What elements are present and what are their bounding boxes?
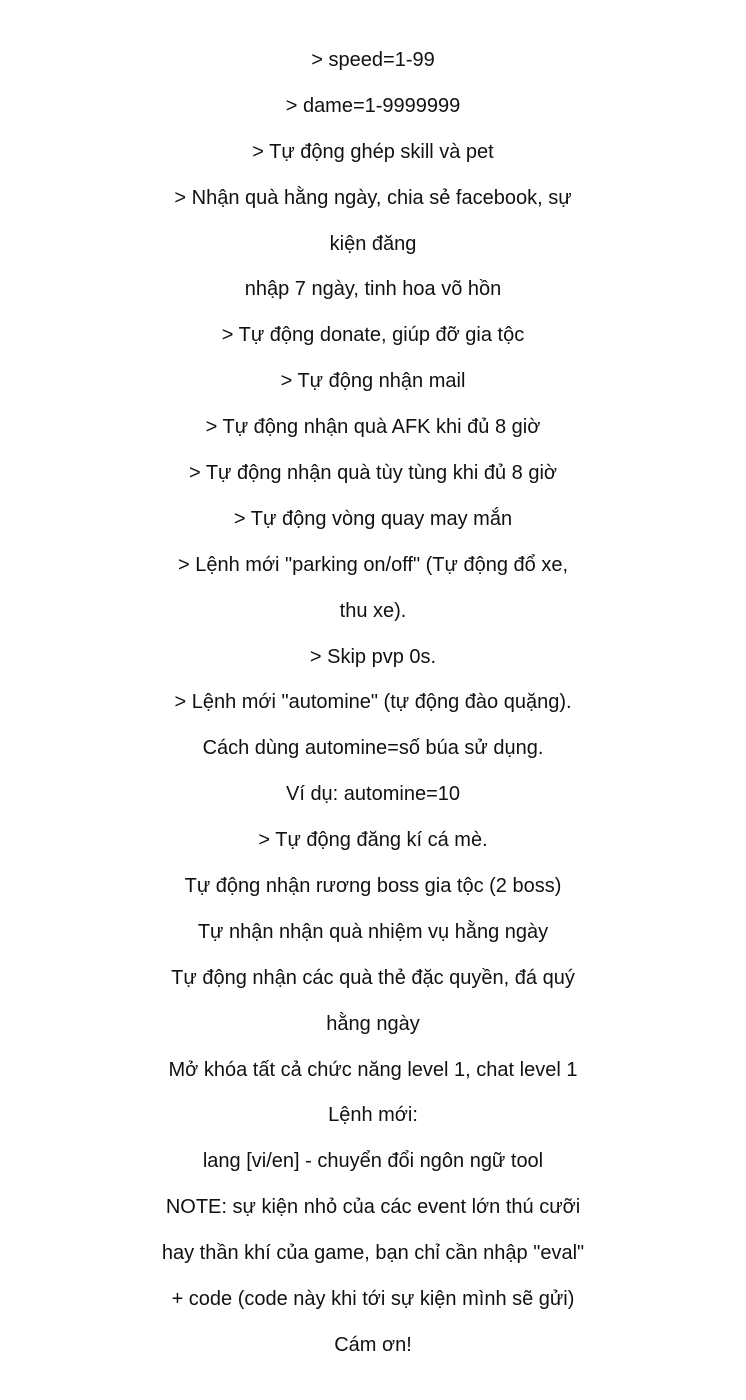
text-line: > Tự động nhận mail (280, 370, 466, 393)
text-line: > Tự động donate, giúp đỡ gia tộc (221, 324, 525, 347)
text-line: hằng ngày (326, 1012, 420, 1035)
text-line: > Lệnh mới "automine" (tự động đào quặng). (174, 691, 572, 714)
text-line: > Tự động vòng quay may mắn (233, 507, 513, 530)
text-line: > speed=1-99 (311, 49, 435, 71)
text-line: kiện đăng (329, 232, 417, 255)
text-line: > Tự động nhận quà AFK khi đủ 8 giờ (205, 416, 541, 439)
text-line: > Skip pvp 0s. (309, 645, 437, 668)
text-line: > dame=1-9999999 (285, 94, 461, 117)
text-line: Tự động nhận các quà thẻ đặc quyền, đá quý (171, 966, 575, 989)
text-line: > Tự động ghép skill và pet (252, 140, 494, 163)
text-line: Cám ơn! (334, 1333, 412, 1356)
text-line: > Tự động đăng kí cá mè. (258, 829, 488, 852)
text-line: Tự động nhận rương boss gia tộc (2 boss) (184, 875, 562, 898)
text-line: NOTE: sự kiện nhỏ của các event lớn thú cưỡi (165, 1196, 581, 1219)
text-line: Lệnh mới: (328, 1104, 418, 1127)
text-line: > Tự động nhận quà tùy tùng khi đủ 8 giờ (188, 462, 558, 485)
text-line: lang [vi/en] - chuyển đổi ngôn ngữ tool (202, 1150, 544, 1173)
text-line: > Lệnh mới "parking on/off" (Tự động đổ xe, (178, 553, 568, 576)
text-line: Ví dụ: automine=10 (285, 783, 460, 806)
text-line: hay thần khí của game, bạn chỉ cần nhập "eval" (161, 1242, 585, 1265)
text-line: > Nhận quà hằng ngày, chia sẻ facebook, sự (174, 186, 572, 209)
text-line: Tự nhận nhận quà nhiệm vụ hằng ngày (197, 920, 549, 943)
feature-list-document (0, 38, 746, 1369)
text-line: thu xe). (339, 599, 407, 622)
text-line: Mở khóa tất cả chức năng level 1, chat level 1 (168, 1058, 578, 1081)
text-line: nhập 7 ngày, tinh hoa võ hồn (244, 278, 502, 301)
text-line: + code (code này khi tới sự kiện mình sẽ gửi) (171, 1288, 575, 1311)
text-line: Cách dùng automine=số búa sử dụng. (202, 737, 544, 760)
